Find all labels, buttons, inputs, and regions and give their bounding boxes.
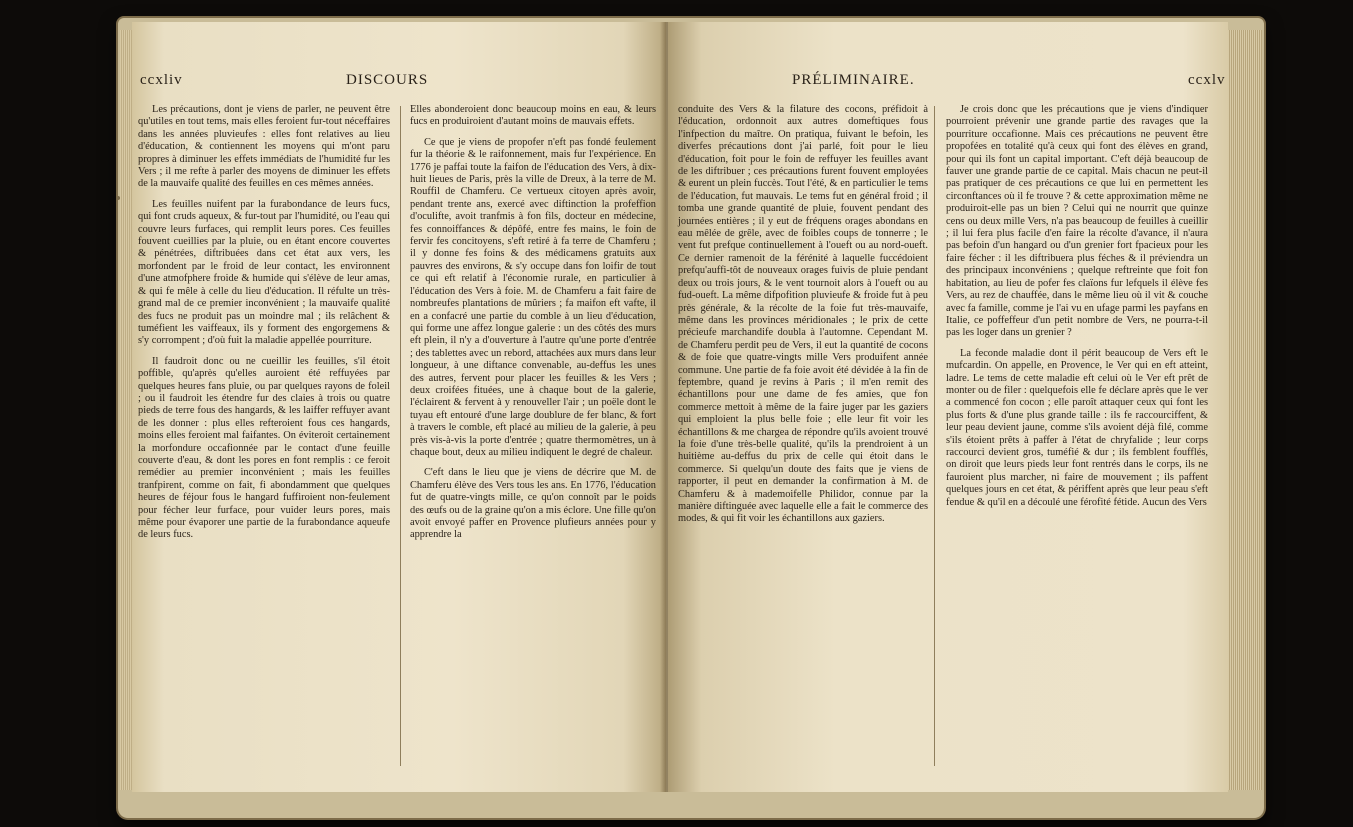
paragraph: Elles abonderoient donc beaucoup moins en eau, & leurs fucs en produiroient d'autant moins de mauvais effets. — [410, 104, 656, 128]
paragraph: La feconde maladie dont il périt beaucoup de Vers eft le mufcardin. On appelle, en Provence, le Ver qui en eft atteint, ladre. Le tems de cette maladie eft celui où le Ver eft prêt de monter ou de filer : quelquefois elle fe déclare après que le ver a commencé fon cocon ; elle paroît attaquer ceux qui font les plus forts & d'une plus grande taille : ils fe raccourciffent, & leur peau devient jaune, comme s'ils avoient déjà filé, comme s'ils étoient prêts à paffer à l'état de chryfalide ; leur corps raccourci devient gros, tuméfié & dur ; ils femblent foufflés, on diroit que leurs pieds leur font rentrés dans le corps, ils ne fauroient plus marcher, ni faire de mouvement ; ils paffent quelques jours en cet état, & périffent après que leur peau s'eft fendue & qu'il en a découlé une férofité fétide. Aucun des Vers — [946, 347, 1208, 508]
right-page-number: ccxlv — [1188, 72, 1226, 88]
paragraph: Les feuilles nuifent par la furabondance de leurs fucs, qui font cruds aqueux, & fur-tout par l'humidité, ou l'eau qui couvre leurs furfaces, qui remplit leurs pores. Ces feuilles fouvent cueillies par la pluie, ou en étant encore couvertes & pénétrées, diftribuées dans cet état aux vers, les morfondent par le froid de leur contact, les environnent d'une atmofphere froide & humide qui s'élève de leur amas, & qui fe mêle à celle du lieu d'éducation. Il réfulte un très-grand mal de ce premier inconvénient ; la mauvaife qualité des fucs ne produit pas un moindre mal ; ils relâchent & tuméfient les vaiffeaux, ils y forment des engorgemens & s'y corrompent ; d'où fuit la maladie appellée pourriture. — [138, 198, 390, 347]
left-running-title: DISCOURS — [346, 72, 429, 88]
left-page-number: ccxliv — [140, 72, 183, 88]
paragraph: Il faudroit donc ou ne cueillir les feuilles, s'il étoit poffible, qu'après qu'elles auroient été reffuyées par quelques heures fans pluie, ou par quelques rayons de foleil ; ou il faudroit les étendre fur des claies à trois ou quatre pieds de terre fous des hangards, & les laiffer reffuyer avant de les donner : plus elles refteroient fous ces hangards, moins elles feroient mal faifantes. On éviteroit certainement la morfondure occafionnée par le contact d'une feuille couverte d'eau, & dont les pores en font remplis : ce feroit remédier au premier inconvénient ; mais les feuilles tranfpirent, comme on fait, fi abondamment que quelques heures de féjour fous le hangard fuffiroient non-feulement pour fécher leur furface, pour vuider leurs pores, mais même pour évaporer une partie de la furabondance aqueufe de leurs fucs. — [138, 355, 390, 541]
binding-pin — [116, 196, 120, 200]
right-running-title: PRÉLIMINAIRE. — [792, 72, 915, 88]
left-column-1 — [138, 104, 390, 550]
paragraph: Les précautions, dont je viens de parler, ne peuvent être qu'utiles en tout tems, mais elles feroient fur-tout néceffaires dans les années pluvieufes : elles font relatives au lieu d'éducation, & contiennent les moyens qui m'ont paru propres à diminuer les effets immédiats de l'humidité fur les Vers ; il me refte à parler des moyens de diminuer les effets de la mauvaife qualité des feuilles en ces mêmes années. — [138, 104, 390, 190]
left-column-2 — [410, 104, 656, 550]
right-column-1 — [678, 104, 928, 534]
right-column-2 — [946, 104, 1208, 517]
column-rule — [400, 106, 401, 766]
page-edges-right — [1226, 30, 1262, 790]
column-rule — [934, 106, 935, 766]
paragraph: Ce que je viens de propofer n'eft pas fondé feulement fur la théorie & le raifonnement, mais fur l'expérience. En 1776 je paffai toute la faifon de l'éducation des Vers, à dix-huit lieues de Paris, près la ville de Dreux, à la terre de M. Rouffil de Chamferu. Ce vertueux citoyen après avoir, pendant trente ans, exercé avec diftinction la profeffion d'oculifte, avoit tranfmis à fon fils, docteur en médecine, fes connoiffances & dépôfé, entre fes mains, le foin de fervir fes concitoyens, s'eft retiré à fa terre de Chamferu ; il y donne fes foins & des médicamens gratuits aux pauvres des environs, & s'y occupe dans fon loifir de tout ce qui eft relatif à l'économie rurale, en particulier à l'éducation des Vers à foie. M. de Chamferu a fait faire de nombreufes plantations de mûriers ; fa maifon eft vafte, il en a confacré une partie du comble à un lieu d'éducation, qui forme une affez longue galerie : un des côtés des murs eft plein, il n'y a d'ouverture à l'autre qu'une porte d'entrée ; des tablettes avec un rebord, attachées aux murs dans leur longueur, à une diftance convenable, au-deffus les unes des autres, fervent pour placer les feuilles & les Vers ; deux croifées fituées, une à chaque bout de la galerie, l'éclairent & fervent à y renouveller l'air ; un poële dont le tuyau eft entouré d'une large doublure de fer blanc, & fort à travers le comble, eft placé au milieu de la galerie, à peu près vis-à-vis la porte d'entrée ; quatre thermomètres, un à chaque bout, deux au milieu indiquent le degré de chaleur. — [410, 136, 656, 458]
left-page — [132, 22, 666, 792]
paragraph: conduite des Vers & la filature des cocons, préfidoit à l'éducation, ordonnoit aux autres domeftiques fous l'infpection du maître. On pratiqua, fuivant le befoin, les diverfes précautions dont j'ai parlé, foit pour le lieu d'éducation, foit pour le foin de reffuyer les feuilles avant de les diftribuer ; ces précautions furent fouvent employées & eurent un plein fuccès. Tout l'été, & en particulier le tems de l'éducation, fut mauvais. Le tems fut en général froid ; il tomba une grande quantité de pluie, fouvent pendant des journées entières ; il y eut de fréquens orages abondans en eau mêlée de grêle, avec de foibles coups de tonnerre ; le vent fut prefque continuellement à l'oueft ou au nord-oueft. Ce dernier ramenoit de la férénité à laquelle fuccédoient prefqu'auffi-tôt de nouveaux orages fuivis de pluie pendant deux ou trois jours, & le vent tournoit alors à l'oueft ou au fud-oueft. La même difpofition pluvieufe & froide fut à peu près générale, & la récolte de la foie fut très-mauvaife, même dans les provinces méridionales ; le prix de cette précieufe marchandife doubla à l'automne. Cependant M. de Chamferu perdit peu de Vers, il eut la quantité de cocons & de foie que quatre-vingts mille Vers produifent année commune. Une partie de fa foie avoit été dévidée à la fin de feptembre, quand je revins à Paris ; il m'en remit des échantillons pour une dame de fes amies, que fon commerce mettoit à même de la faire juger par les gaziers qui emploient la plus belle foie ; elle leur fit voir les échantillons & me chargea de répondre qu'ils avoient trouvé la foie d'une très-belle qualité, qu'ils la prendroient à un huitième au-deffus du prix de celle qui étoit dans le commerce. Si quelqu'un doute des faits que je viens de rapporter, il peut en demander la confirmation à M. de Chamferu & à mademoifelle Philidor, connue par la manière diftinguée avec laquelle elle a fait le commerce des modes, & qui fit voir les échantillons aux gaziers. — [678, 104, 928, 525]
paragraph: Je crois donc que les précautions que je viens d'indiquer pourroient prévenir une grande partie des ravages que la pourriture occafionne. Mais ces précautions ne peuvent être propofées en totalité qu'à ceux qui font des élèves en grand, pour qui ils font un capital important. C'eft déjà beaucoup de fauver une grande partie de ce capital. Mais chacun ne peut-il pas pratiquer de ces précautions ce que lui en permettent les circonftances où il fe trouve ? & cette approximation même ne produiroit-elle pas un bien ? Celui qui ne nourrit que quinze cens ou deux mille Vers, n'a pas beaucoup de feuilles à cueillir ; il lui fera plus facile d'en faire la récolte d'avance, il n'aura pas befoin d'un hangard ou d'un grenier fort fpacieux pour les faire fécher : il les diftribuera plus féches & il préviendra un des principaux inconvéniens ; quelque reftreinte que foit fon habitation, au lieu de pofer fes claïons fur lefquels il élève fes Vers, au rez de chauffée, dans le même lieu où il vit & couche avec fa famille, comme je l'ai vu en ufage parmi les payfans en Italie, ce poffeffeur d'un petit nombre de Vers, ne pourra-t-il pas les loger dans un grenier ? — [946, 104, 1208, 339]
paragraph: C'eft dans le lieu que je viens de décrire que M. de Chamferu élève des Vers tous les ans. En 1776, l'éducation fut de quatre-vingts mille, ce qu'on connoît par le poids des œufs ou de la graine qu'on a mis éclore. Une fille qu'on avoit envoyé paffer en Provence plufieurs années pour y apprendre la — [410, 467, 656, 541]
right-page — [668, 22, 1228, 792]
